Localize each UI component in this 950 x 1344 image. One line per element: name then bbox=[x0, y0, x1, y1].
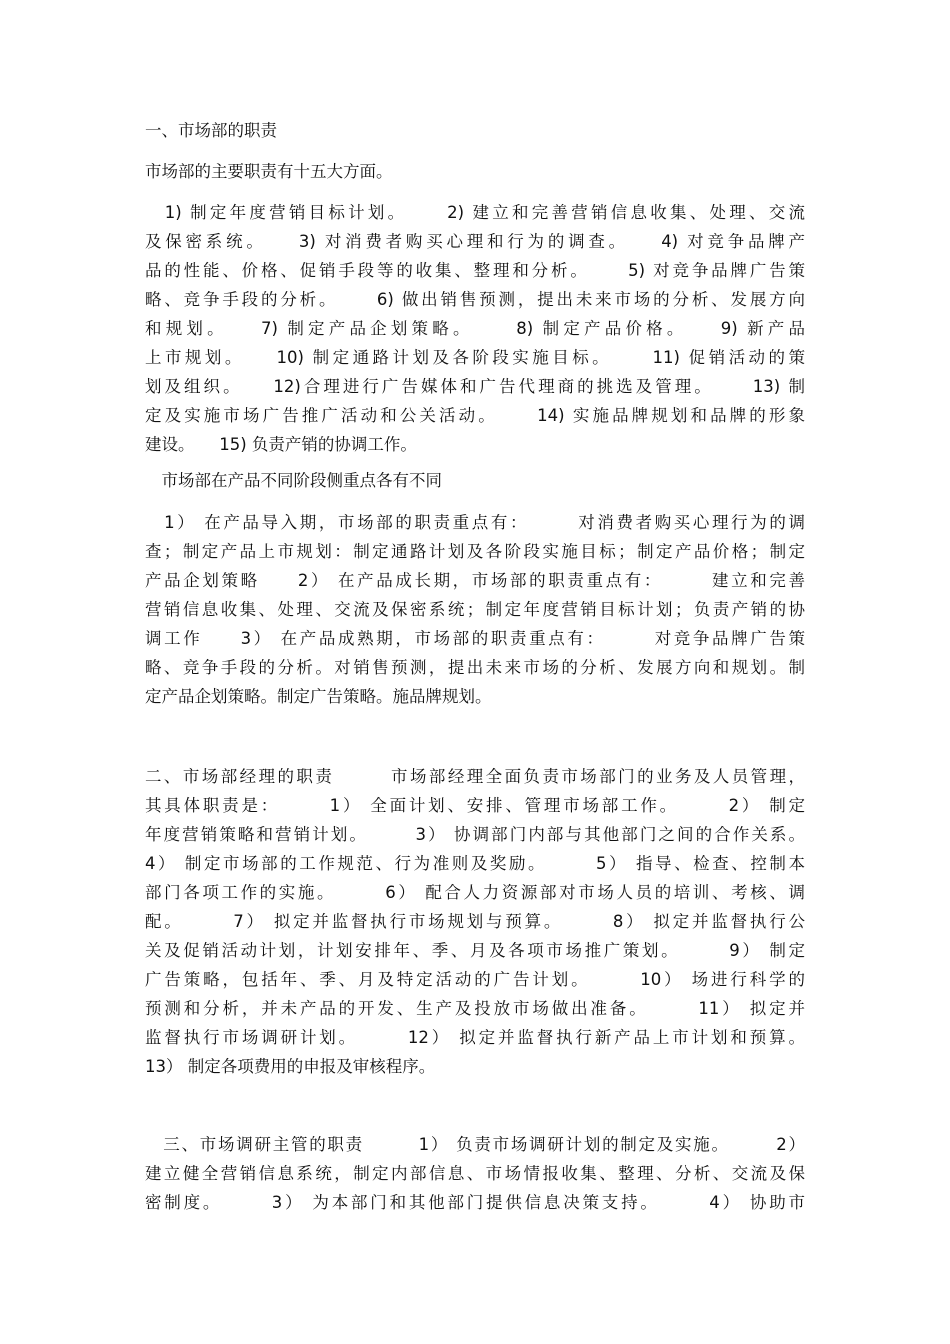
section-2-paragraph bbox=[145, 762, 805, 1081]
paragraph-line: 二、市场部经理的职责 市场部经理全面负责市场部门的业务及人员管理， bbox=[145, 767, 805, 786]
paragraph-line: 年度营销策略和营销计划。 3） 协调部门内部与其他部门之间的合作关系。 bbox=[145, 825, 805, 844]
paragraph-line: 定产品企划策略。制定广告策略。施品牌规划。 bbox=[145, 687, 492, 706]
paragraph-line: 查；制定产品上市规划：制定通路计划及各阶段实施目标；制定产品价格；制定 bbox=[145, 542, 805, 561]
paragraph-line: 略、竞争手段的分析。对销售预测，提出未来市场的分析、发展方向和规划。制 bbox=[145, 658, 805, 677]
paragraph-line: 和规划。 7) 制定产品企划策略。 8) 制定产品价格。 9) 新产品 bbox=[145, 319, 805, 338]
section-1-heading: 一、市场部的职责 bbox=[145, 121, 277, 140]
paragraph-line: 产品企划策略 2） 在产品成长期，市场部的职责重点有： 建立和完善 bbox=[145, 571, 805, 590]
paragraph-line: 略、竞争手段的分析。 6) 做出销售预测，提出未来市场的分析、发展方向 bbox=[145, 290, 805, 309]
paragraph-line: 营销信息收集、处理、交流及保密系统；制定年度营销目标计划；负责产销的协 bbox=[145, 600, 805, 619]
paragraph-line: 关及促销活动计划，计划安排年、季、月及各项市场推广策划。 9） 制定 bbox=[145, 941, 805, 960]
paragraph-line: 1） 在产品导入期，市场部的职责重点有： 对消费者购买心理行为的调 bbox=[145, 513, 805, 532]
section-1-intro: 市场部的主要职责有十五大方面。 bbox=[145, 162, 393, 181]
stage-paragraph bbox=[145, 508, 805, 711]
paragraph-line: 定及实施市场广告推广活动和公关活动。 14) 实施品牌规划和品牌的形象 bbox=[145, 406, 805, 425]
paragraph-line: 配。 7） 拟定并监督执行市场规划与预算。 8） 拟定并监督执行公 bbox=[145, 912, 805, 931]
paragraph-line: 划及组织。 12)合理进行广告媒体和广告代理商的挑选及管理。 13) 制 bbox=[145, 377, 805, 396]
paragraph-line: 4） 制定市场部的工作规范、行为准则及奖励。 5） 指导、检查、控制本 bbox=[145, 854, 805, 873]
paragraph-line: 密制度。 3） 为本部门和其他部门提供信息决策支持。 4） 协助市 bbox=[145, 1193, 805, 1212]
paragraph-line: 1) 制定年度营销目标计划。 2) 建立和完善营销信息收集、处理、交流 bbox=[145, 203, 805, 222]
paragraph-line: 其具体职责是： 1） 全面计划、安排、管理市场部工作。 2） 制定 bbox=[145, 796, 805, 815]
paragraph-line: 上市规划。 10) 制定通路计划及各阶段实施目标。 11) 促销活动的策 bbox=[145, 348, 805, 367]
paragraph-line: 品的性能、价格、促销手段等的收集、整理和分析。 5) 对竞争品牌广告策 bbox=[145, 261, 805, 280]
paragraph-line: 监督执行市场调研计划。 12） 拟定并监督执行新产品上市计划和预算。 bbox=[145, 1028, 805, 1047]
paragraph-line: 13） 制定各项费用的申报及审核程序。 bbox=[145, 1057, 436, 1076]
paragraph-line: 三、市场调研主管的职责 1） 负责市场调研计划的制定及实施。 2） bbox=[145, 1135, 805, 1154]
paragraph-line: 预测和分析，并未产品的开发、生产及投放市场做出准备。 11） 拟定并 bbox=[145, 999, 805, 1018]
paragraph-line: 部门各项工作的实施。 6） 配合人力资源部对市场人员的培训、考核、调 bbox=[145, 883, 805, 902]
paragraph-line: 建立健全营销信息系统，制定内部信息、市场情报收集、整理、分析、交流及保 bbox=[145, 1164, 805, 1183]
section-3-paragraph bbox=[145, 1130, 805, 1217]
paragraph-line: 广告策略，包括年、季、月及特定活动的广告计划。 10） 场进行科学的 bbox=[145, 970, 805, 989]
section-1-duties-paragraph bbox=[145, 198, 805, 459]
paragraph-line: 建设。 15) 负责产销的协调工作。 bbox=[145, 435, 417, 454]
stage-heading: 市场部在产品不同阶段侧重点各有不同 bbox=[145, 471, 442, 490]
paragraph-line: 及保密系统。 3) 对消费者购买心理和行为的调查。 4) 对竞争品牌产 bbox=[145, 232, 805, 251]
paragraph-line: 调工作 3） 在产品成熟期，市场部的职责重点有： 对竞争品牌广告策 bbox=[145, 629, 805, 648]
